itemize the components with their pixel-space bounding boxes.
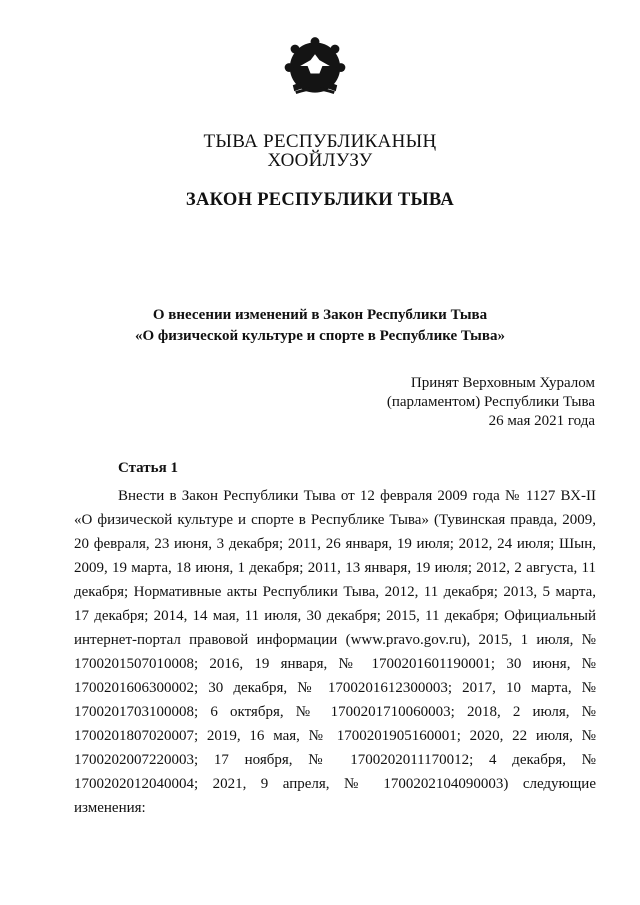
adoption-line-2: (парламентом) Республики Тыва <box>386 394 595 410</box>
body-line: декабря; Нормативные акты Республики Тыва, 2012, 11 декабря; 2013, 5 марта, <box>74 584 596 600</box>
header-line-2: ХООЙЛУЗУ <box>267 150 373 171</box>
law-title-line-1: О внесении изменений в Закон Республики Тыва <box>152 307 488 323</box>
body-line: 2009, 19 марта, 18 июня, 1 декабря; 2011, 13 января, 19 июля; 2012, 2 августа, 11 <box>74 560 596 576</box>
adoption-line-1: Принят Верховным Хуралом <box>410 375 595 391</box>
body-line: 1700202012040004; 2021, 9 апреля, № 1700202104090003) следующие <box>74 776 596 792</box>
document-title: ЗАКОН РЕСПУБЛИКИ ТЫВА <box>185 190 455 210</box>
article-heading: Статья 1 <box>118 460 178 476</box>
body-line: 1700201703100008; 6 октября, № 1700201710060003; 2018, 2 июля, № <box>74 704 596 720</box>
article-body <box>74 484 596 820</box>
coat-of-arms-emblem <box>278 32 352 106</box>
body-line: 1700202007220003; 17 ноября, № 1700202011170012; 4 декабря, № <box>74 752 596 768</box>
body-line: 17 декабря; 2014, 14 мая, 11 июля, 30 декабря; 2015, 11 декабря; Официальный <box>74 608 596 624</box>
body-line: 20 февраля, 23 июня, 3 декабря; 2011, 26 января, 19 июля; 2012, 24 июля; Шын, <box>74 536 596 552</box>
body-line: 1700201807020007; 2019, 16 мая, № 1700201905160001; 2020, 22 июля, № <box>74 728 596 744</box>
body-line: «О физической культуре и спорте в Республике Тыва» (Тувинская правда, 2009, <box>74 512 596 528</box>
body-line: 1700201606300002; 30 декабря, № 1700201612300003; 2017, 10 марта, № <box>74 680 596 696</box>
header-line-1: ТЫВА РЕСПУБЛИКАНЫҢ <box>203 131 437 152</box>
body-line: интернет-портал правовой информации (www.pravo.gov.ru), 2015, 1 июля, № <box>74 632 596 648</box>
body-line: 1700201507010008; 2016, 19 января, № 1700201601190001; 30 июня, № <box>74 656 596 672</box>
adoption-date: 26 мая 2021 года <box>488 413 595 429</box>
adoption-info <box>387 374 595 431</box>
law-title-line-2: «О физической культуре и спорте в Республике Тыва» <box>135 328 505 344</box>
body-line: Внести в Закон Республики Тыва от 12 февраля 2009 года № 1127 ВХ-II <box>118 488 596 504</box>
body-line: изменения: <box>74 800 146 816</box>
